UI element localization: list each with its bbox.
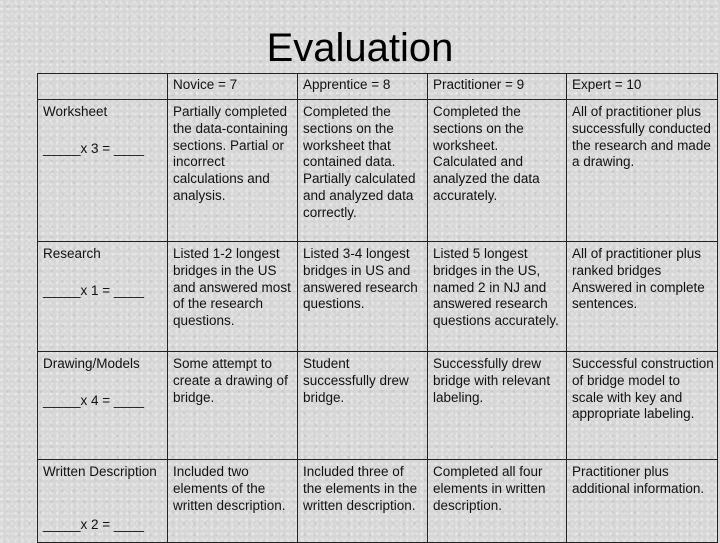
- cell-text: Completed all four elements in written description.: [433, 464, 546, 513]
- cell-text: Included two elements of the written description.: [173, 464, 286, 513]
- table-cell: [298, 100, 428, 242]
- score-multiplier: _____x 1 = ____: [43, 282, 144, 298]
- page-title: Evaluation: [266, 26, 454, 70]
- cell-text: Listed 3-4 longest bridges in US and answered research questions.: [303, 246, 418, 312]
- rubric-table: [37, 73, 718, 543]
- score-multiplier: _____x 3 = ____: [43, 140, 144, 156]
- table-row-worksheet: [38, 100, 718, 242]
- table-cell: [567, 100, 718, 242]
- table-cell: [428, 242, 567, 352]
- table-cell: [168, 460, 298, 543]
- table-cell: [428, 100, 567, 242]
- cell-text: Included three of the elements in the written description.: [303, 464, 418, 513]
- score-multiplier: _____x 4 = ____: [43, 392, 144, 408]
- cell-text: Completed the sections on the worksheet. Calculated and analyzed the data accurately.: [433, 104, 540, 203]
- criterion-label: Worksheet: [43, 104, 108, 119]
- table-cell: [168, 100, 298, 242]
- table-cell: [567, 352, 718, 460]
- header-cell-novice: Novice = 7: [168, 74, 298, 100]
- cell-text: Student successfully drew bridge.: [303, 356, 409, 405]
- cell-text: Listed 1-2 longest bridges in the US and answered most of the research questions.: [173, 246, 291, 329]
- header-row: [38, 74, 718, 100]
- criterion-label: Drawing/Models: [43, 356, 140, 371]
- header-cell-apprentice: Apprentice = 8: [298, 74, 428, 100]
- table-cell: [168, 352, 298, 460]
- table-cell: [567, 242, 718, 352]
- header-cell-practitioner: Practitioner = 9: [428, 74, 567, 100]
- table-cell: [567, 460, 718, 543]
- table-cell: [298, 352, 428, 460]
- cell-text: Partially completed the data-containing sections. Partial or incorrect calculations and analysis.: [173, 104, 288, 203]
- cell-text: Listed 5 longest bridges in the US, named 2 in NJ and answered research questions accurately.: [433, 246, 559, 329]
- table-row-drawing-models: [38, 352, 718, 460]
- cell-text: Some attempt to create a drawing of bridge.: [173, 356, 288, 405]
- table-cell: [428, 460, 567, 543]
- cell-text: Completed the sections on the worksheet that contained data. Partially calculated and analyzed data correctly.: [303, 104, 416, 220]
- score-multiplier: _____x 2 = ____: [43, 516, 144, 532]
- criterion-cell: [38, 352, 168, 460]
- cell-text: All of practitioner plus successfully conducted the research and made a drawing.: [572, 104, 711, 170]
- criterion-label: Written Description: [43, 464, 157, 479]
- cell-text: All of practitioner plus ranked bridges Answered in complete sentences.: [572, 246, 705, 312]
- table-row-written-description: [38, 460, 718, 543]
- criterion-cell: [38, 242, 168, 352]
- header-cell-expert: Expert = 10: [567, 74, 718, 100]
- cell-text: Practitioner plus additional information.: [572, 464, 705, 496]
- cell-text: Successful construction of bridge model to scale with key and appropriate labeling.: [572, 356, 714, 422]
- table-cell: [298, 242, 428, 352]
- criterion-label: Research: [43, 246, 101, 261]
- criterion-cell: [38, 100, 168, 242]
- table-cell: [298, 460, 428, 543]
- table-cell: [428, 352, 567, 460]
- header-cell-empty: [38, 74, 168, 100]
- criterion-cell: [38, 460, 168, 543]
- table-row-research: [38, 242, 718, 352]
- table-cell: [168, 242, 298, 352]
- cell-text: Successfully drew bridge with relevant labeling.: [433, 356, 551, 405]
